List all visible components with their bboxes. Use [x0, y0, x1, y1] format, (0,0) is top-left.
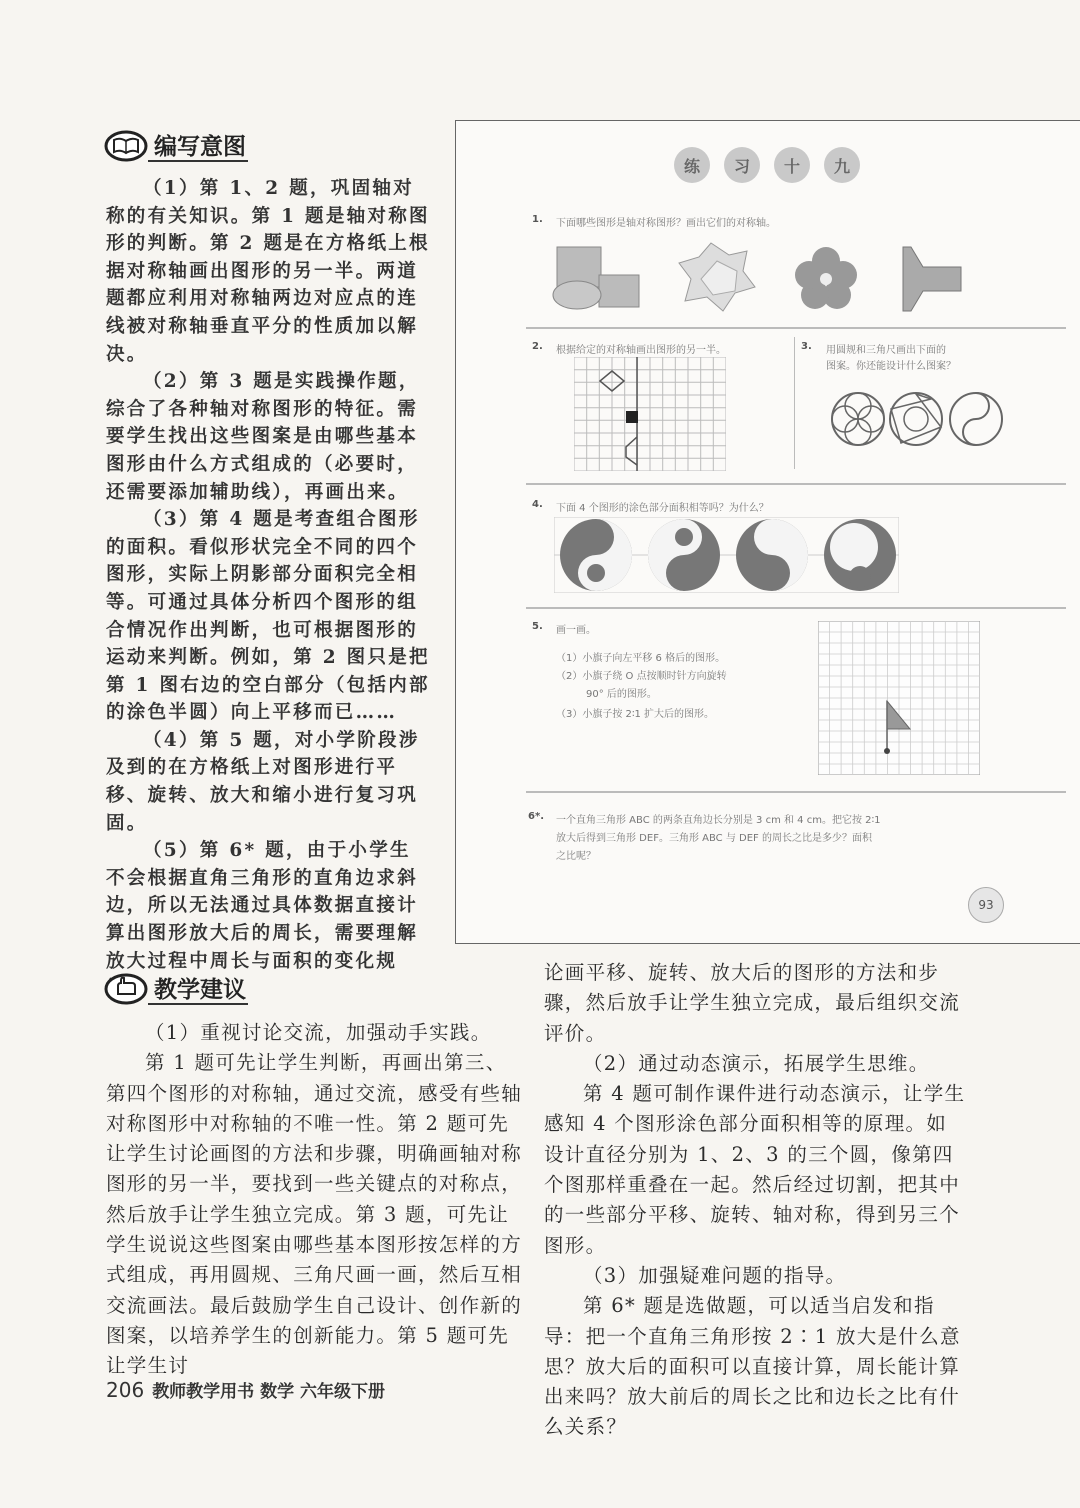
question-text: 下面 4 个图形的涂色部分面积相等吗？为什么？ [556, 503, 769, 514]
paragraph: （2）通过动态演示，拓展学生思维。 [583, 1051, 930, 1075]
q3-compass-patterns [828, 389, 1008, 449]
question-text: 放大后得到三角形 DEF。三角形 ABC 与 DEF 的周长之比是多少？面积 [556, 833, 872, 844]
heading-underline [148, 1003, 248, 1005]
q4-shaded-circles [554, 517, 899, 593]
heading-underline [148, 160, 248, 162]
title-char: 十 [774, 147, 810, 183]
divider-vertical [794, 337, 795, 469]
paragraph: 论画平移、旋转、放大后的图形的方法和步骤，然后放手让学生独立完成，最后组织交流评价。 [544, 961, 961, 1045]
hand-pointer-icon [104, 972, 148, 1006]
title-char: 九 [824, 147, 860, 183]
question-number: 3. [801, 341, 812, 352]
divider [526, 483, 1066, 485]
question-number: 4. [532, 499, 543, 510]
page-number: 206 [106, 1378, 145, 1402]
paragraph: 第 4 题可制作课件进行动态演示，让学生感知 4 个图形涂色部分面积相等的原理。如设计直径分别为 1、2、3 的三个圆，像第四个图那样重叠在一起。然后经过切割，把其中的一些部分平移、旋转、轴对称，得到另三个图形。 [544, 1082, 966, 1257]
intent-text [106, 175, 430, 1003]
divider [526, 327, 1066, 329]
divider [526, 607, 1066, 609]
suggestions-right-column [544, 958, 966, 1443]
textbook-page-image [455, 120, 1080, 944]
question-number: 6*. [528, 811, 544, 822]
section-heading-intent [104, 128, 246, 163]
question-subitem: （1）小旗子向左平移 6 格后的图形。 [556, 653, 726, 664]
title-char: 习 [724, 147, 760, 183]
question-subitem: （2）小旗子绕 O 点按顺时针方向旋转 [556, 671, 727, 682]
textbook-page-number: 93 [968, 887, 1004, 923]
q1-figures [551, 239, 971, 314]
q2-grid-figure [574, 357, 726, 471]
book-title: 教师教学用书 数学 六年级下册 [152, 1382, 386, 1402]
question-text: 一个直角三角形 ABC 的两条直角边长分别是 3 cm 和 4 cm。把它按 2∶1 [556, 815, 881, 826]
question-text: 之比呢？ [556, 851, 596, 862]
paragraph: 第 1 题可先让学生判断，再画出第三、第四个图形的对称轴，通过交流，感受有些轴对称图形中对称轴的不唯一性。第 2 题可先让学生讨论画图的方法和步骤，明确画轴对称图形的另一半，要找到一些关键点的对称点，然后放手让学生独立完成。第 3 题，可先让学生说说这些图案由哪些基本图形按怎样的方式组成，再用圆规、三角尺画一画，然后互相交流画法。最后鼓励学生自己设计、创作新的图案，以培养学生的创新能力。第 5 题可先让学生讨 [106, 1051, 523, 1378]
paragraph: （3）第 4 题是考查组合图形的面积。看似形状完全不同的四个图形，实际上阴影部分面积完全相等。可通过具体分析四个图形的组合情况作出判断，也可根据图形的运动来判断。例如，第 2 图只是把第 1 图右边的空白部分（包括内部的涂色半圆）向上平移而已…… [106, 509, 430, 724]
question-text: 根据给定的对称轴画出图形的另一半。 [556, 345, 726, 356]
question-text: 下面哪些图形是轴对称图形？画出它们的对称轴。 [556, 218, 776, 229]
paragraph: （2）第 3 题是实践操作题，综合了各种轴对称图形的特征。需要学生找出这些图案是由哪些基本图形由什么方式组成的（必要时，还需要添加辅助线），再画出来。 [106, 371, 420, 503]
paragraph: （4）第 5 题，对小学阶段涉及到的在方格纸上对图形进行平移、旋转、放大和缩小进行复习巩固。 [106, 729, 420, 834]
question-number: 1. [532, 214, 543, 225]
divider [526, 791, 1066, 793]
section-heading-suggestions [104, 971, 246, 1006]
question-text: 画一画。 [556, 625, 596, 636]
section-title: 编写意图 [154, 134, 246, 160]
q5-grid-flag [818, 621, 980, 775]
question-subitem: （3）小旗子按 2∶1 扩大后的图形。 [556, 709, 715, 720]
section-title: 教学建议 [154, 977, 246, 1003]
paragraph: （1）重视讨论交流，加强动手实践。 [145, 1021, 492, 1044]
page-footer [106, 1377, 385, 1402]
question-subitem: 90° 后的图形。 [586, 689, 657, 700]
question-text: 图案。你还能设计什么图案？ [826, 361, 956, 372]
paragraph: （3）加强疑难问题的指导。 [583, 1263, 847, 1287]
question-number: 5. [532, 621, 543, 632]
paragraph: 第 6* 题是选做题，可以适当启发和指导：把一个直角三角形按 2∶1 放大是什么意思？放大后的面积可以直接计算，周长能计算出来吗？放大前后的周长之比和边长之比有什么关系？ [544, 1294, 961, 1439]
title-char: 练 [674, 147, 710, 183]
paragraph: （5）第 6* 题，由于小学生不会根据直角三角形的直角边求斜边，所以无法通过具体数据直接计算出图形放大后的周长，需要理解放大过程中周长与面积的变化规 [106, 840, 419, 972]
question-text: 用圆规和三角尺画出下面的 [826, 345, 946, 356]
suggestions-left-column [106, 1018, 524, 1382]
paragraph: （1）第 1、2 题，巩固轴对称的有关知识。第 1 题是轴对称图形的判断。第 2 题是在方格纸上根据对称轴画出图形的另一半。两道题都应利用对称轴两边对应点的连线被对称轴垂直平分的性质加以解决。 [106, 178, 430, 365]
question-number: 2. [532, 341, 543, 352]
open-book-icon [104, 129, 148, 163]
